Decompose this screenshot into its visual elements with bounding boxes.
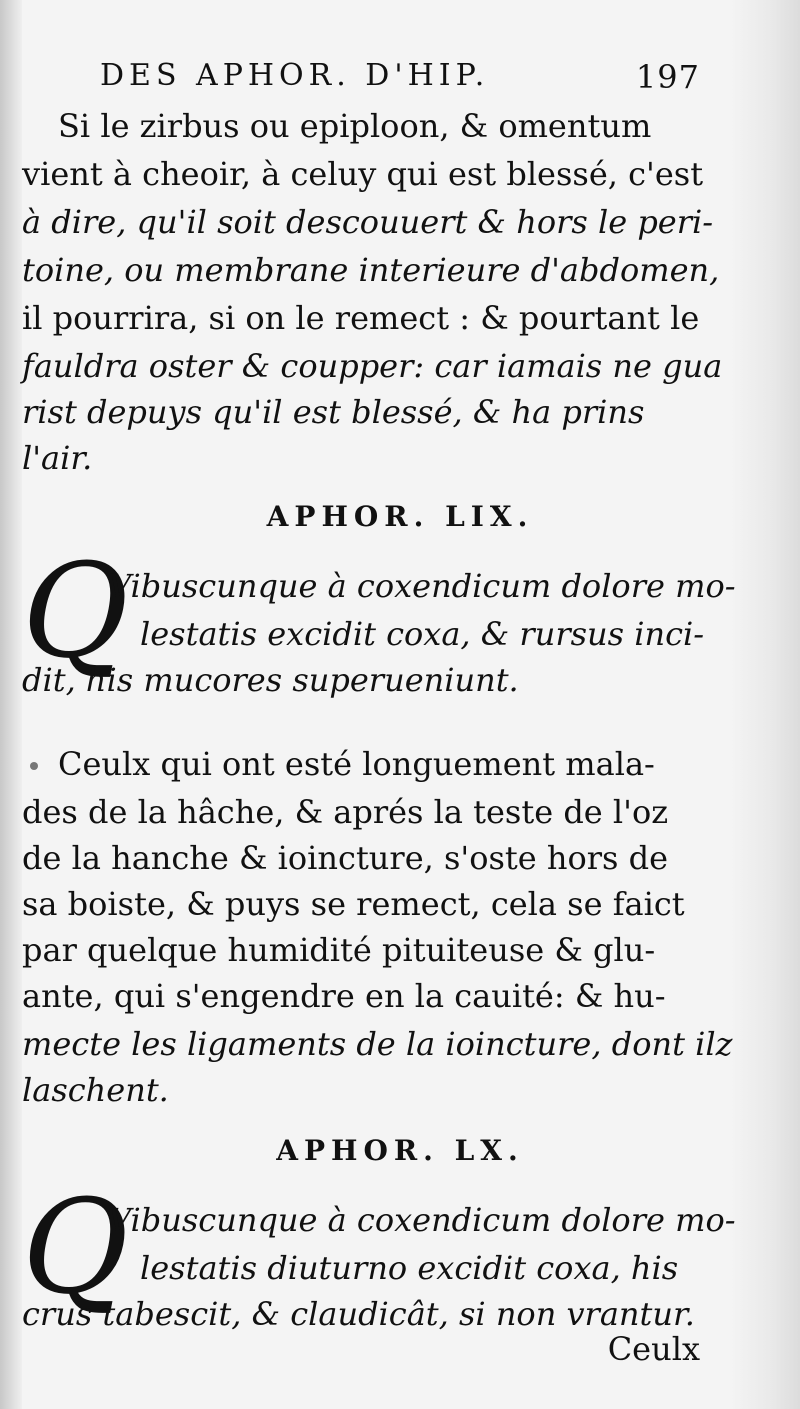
text-line: rist depuys qu'il est blessé, & ha prins	[22, 393, 645, 431]
text-line: par quelque humidité pituiteuse & glu-	[22, 931, 656, 969]
page-edge-shadow	[730, 0, 800, 1409]
text-line: Ceulx qui ont esté longuement mala-	[58, 745, 655, 783]
aphorism-heading-59: APHOR. LIX.	[266, 500, 534, 533]
aphorism-heading-60: APHOR. LX.	[276, 1134, 524, 1167]
text-line: laschent.	[22, 1071, 169, 1109]
catchword: Ceulx	[607, 1330, 700, 1368]
text-line: fauldra oster & coupper: car iamais ne gua	[22, 347, 723, 385]
text-line: crus tabescit, & claudicât, si non vrantur.	[22, 1295, 695, 1333]
text-line: lestatis excidit coxa, & rursus inci-	[140, 615, 705, 653]
text-line: à dire, qu'il soit descouuert & hors le peri-	[22, 203, 714, 241]
text-line: des de la hâche, & aprés la teste de l'oz	[22, 793, 669, 831]
text-line: dit, his mucores superueniunt.	[22, 661, 519, 699]
text-line: de la hanche & ioincture, s'oste hors de	[22, 839, 669, 877]
drop-cap: Q	[22, 1171, 129, 1323]
text-line: toine, ou membrane interieure d'abdomen,	[22, 251, 720, 289]
text-line: sa boiste, & puys se remect, cela se faict	[22, 885, 685, 923]
page-gutter-shadow	[0, 0, 22, 1409]
text-line: mecte les ligaments de la ioincture, dont ilz	[22, 1025, 733, 1063]
page-number: 197	[635, 58, 700, 96]
text-line: vient à cheoir, à celuy qui est blessé, c'est	[22, 155, 704, 193]
drop-cap: Q	[22, 535, 129, 687]
text-line: lestatis diuturno excidit coxa, his	[140, 1249, 679, 1287]
text-line: ante, qui s'engendre en la cauité: & hu-	[22, 977, 666, 1015]
text-line: Vibuscunque à coxendicum dolore mo-	[108, 1201, 736, 1239]
text-line: Si le zirbus ou epiploon, & omentum	[58, 107, 652, 145]
running-head	[100, 58, 700, 96]
text-line: Vibuscunque à coxendicum dolore mo-	[108, 567, 736, 605]
running-title: DES APHOR. D'HIP.	[100, 58, 490, 93]
text-line: l'air.	[22, 439, 93, 477]
ink-speck	[30, 762, 38, 770]
text-line: il pourrira, si on le remect : & pourtant le	[22, 299, 700, 337]
